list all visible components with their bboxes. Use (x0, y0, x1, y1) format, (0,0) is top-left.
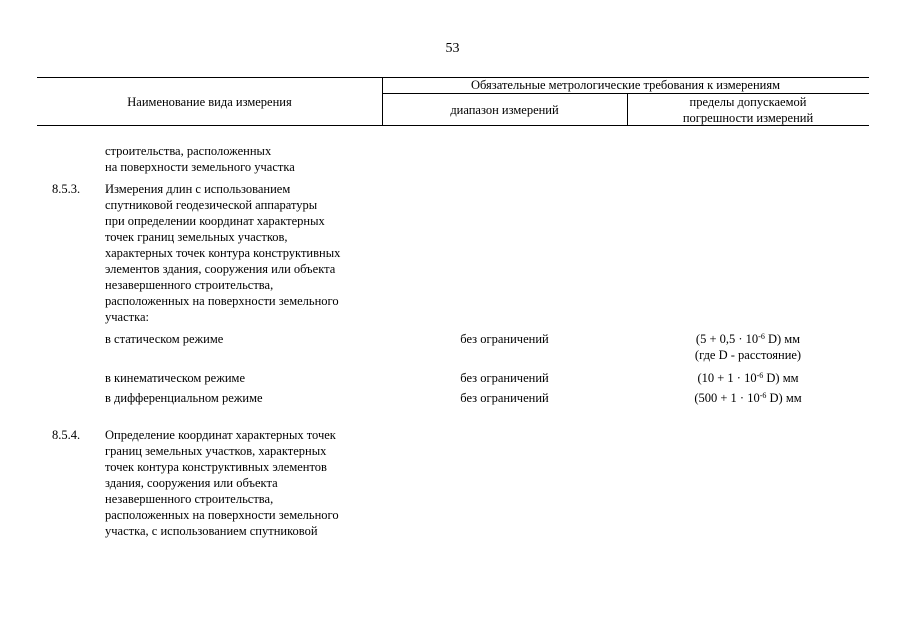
table-row-range: без ограничений (460, 391, 549, 405)
item-number-8-5-3: 8.5.3. (52, 182, 81, 196)
description-line: при определении координат характерных (105, 214, 325, 228)
table-row-name: в статическом режиме (105, 332, 224, 346)
table-row-name: в кинематическом режиме (105, 371, 245, 385)
error-formula: ($5 + 0,5 \cdot 10^{-6}$ D) мм (695, 332, 801, 346)
description-line: расположенных на поверхности земельного (105, 508, 339, 522)
description-line: здания, сооружения или объекта (105, 476, 278, 490)
header-error-column (627, 94, 869, 126)
continuation-text (105, 143, 395, 175)
header-error-line-2: погрешности измерений (682, 111, 814, 125)
description-line: точек границ земельных участков, (105, 230, 288, 244)
description-line: участка: (105, 310, 150, 324)
description-line: элементов здания, сооружения или объекта (105, 262, 336, 276)
description-line: расположенных на поверхности земельного (105, 294, 339, 308)
header-error-line-1: пределы допускаемой (689, 95, 807, 109)
header-range-column: диапазон измерений (450, 103, 559, 117)
item-description-8-5-4 (105, 427, 395, 539)
page-number: 53 (445, 41, 460, 56)
description-line: характерных точек контура конструктивных (105, 246, 341, 260)
item-description-8-5-3 (105, 181, 395, 325)
description-line: Измерения длин с использованием (105, 182, 291, 196)
table-row-error (627, 370, 869, 386)
description-line: точек контура конструктивных элементов (105, 460, 327, 474)
continuation-line: строительства, расположенных (105, 144, 272, 158)
table-row-name: в дифференциальном режиме (105, 391, 263, 405)
continuation-line: на поверхности земельного участка (105, 160, 295, 174)
error-formula: ($10 + 1 \cdot 10^{-6}$ D) мм (697, 371, 799, 385)
header-group-title: Обязательные метрологические требования к измерениям (470, 78, 781, 92)
error-note: (где D - расстояние) (694, 348, 802, 362)
description-line: незавершенного строительства, (105, 278, 274, 292)
item-number-8-5-4: 8.5.4. (52, 428, 81, 442)
description-line: участка, с использованием спутниковой (105, 524, 318, 538)
table-row-range: без ограничений (460, 371, 549, 385)
table-row-error (627, 390, 869, 406)
table-row-range: без ограничений (460, 332, 549, 346)
description-line: Определение координат характерных точек (105, 428, 336, 442)
description-line: границ земельных участков, характерных (105, 444, 327, 458)
error-formula: ($500 + 1 \cdot 10^{-6}$ D) мм (694, 391, 802, 405)
header-name-column: Наименование вида измерения (127, 95, 292, 109)
description-line: спутниковой геодезической аппаратуры (105, 198, 318, 212)
table-row-error (627, 331, 869, 363)
description-line: незавершенного строительства, (105, 492, 274, 506)
